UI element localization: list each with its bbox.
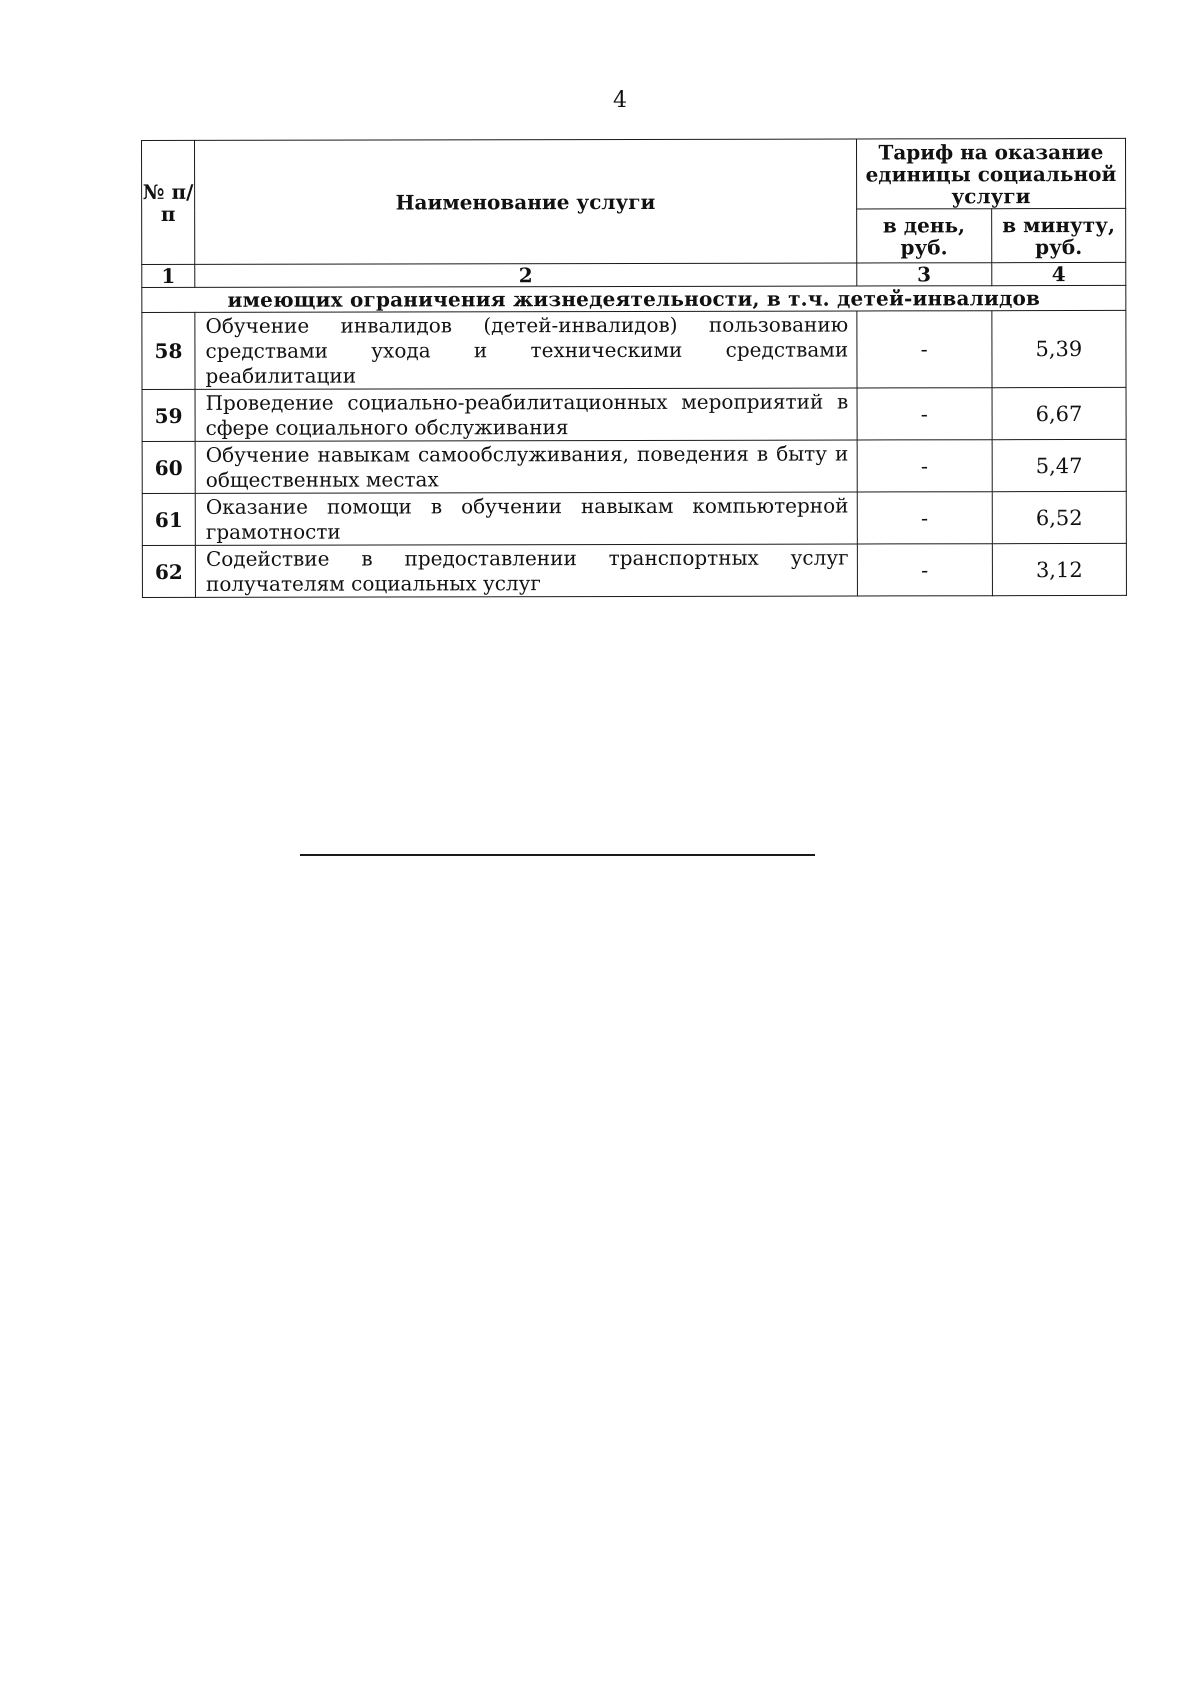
tariff-per-day: - <box>857 544 992 596</box>
page-number: 4 <box>613 88 627 113</box>
row-number: 62 <box>142 545 195 597</box>
header-number: № п/п <box>142 140 195 264</box>
service-name: Проведение социально-реабилитационных мероприятий в сфере социального обслуживания <box>195 388 857 441</box>
column-index-row <box>142 262 1126 287</box>
row-number: 58 <box>142 312 195 389</box>
tariff-per-minute: 6,52 <box>992 491 1126 543</box>
column-index: 1 <box>142 264 195 287</box>
column-index: 2 <box>195 263 857 287</box>
tariff-per-day: - <box>857 388 992 440</box>
service-name: Оказание помощи в обучении навыкам компьютерной грамотности <box>195 492 857 545</box>
header-per-minute: в минуту, руб. <box>991 208 1125 262</box>
header-service-name: Наименование услуги <box>195 139 857 264</box>
closing-rule-line <box>300 854 815 856</box>
tariff-table <box>141 138 1127 598</box>
section-row <box>142 285 1126 312</box>
tariff-per-day: - <box>857 492 992 544</box>
row-number: 61 <box>142 493 195 545</box>
section-title: имеющих ограничения жизнедеятельности, в т.ч. детей-инвалидов <box>142 285 1126 312</box>
tariff-per-minute: 3,12 <box>992 543 1126 595</box>
tariff-per-minute: 6,67 <box>992 387 1126 439</box>
table-row <box>142 310 1126 389</box>
table-row <box>142 491 1126 545</box>
service-name: Содействие в предоставлении транспортных услуг получателям социальных услуг <box>195 544 857 597</box>
row-number: 60 <box>142 441 195 493</box>
service-name: Обучение навыкам самообслуживания, поведения в быту и общественных местах <box>195 440 857 493</box>
header-tariff: Тариф на оказание единицы социальной услуги <box>856 138 1125 209</box>
tariff-per-minute: 5,47 <box>992 439 1126 491</box>
column-index: 4 <box>992 262 1126 285</box>
table-row <box>142 439 1126 493</box>
column-index: 3 <box>856 263 991 286</box>
service-name: Обучение инвалидов (детей-инвалидов) пользованию средствами ухода и техническими средствами реабилитации <box>195 311 857 389</box>
header-per-day: в день, руб. <box>856 209 991 263</box>
row-number: 59 <box>142 389 195 441</box>
tariff-per-minute: 5,39 <box>992 310 1126 387</box>
tariff-per-day: - <box>857 311 992 388</box>
tariff-per-day: - <box>857 440 992 492</box>
table-row <box>142 543 1126 597</box>
table-row <box>142 387 1126 441</box>
